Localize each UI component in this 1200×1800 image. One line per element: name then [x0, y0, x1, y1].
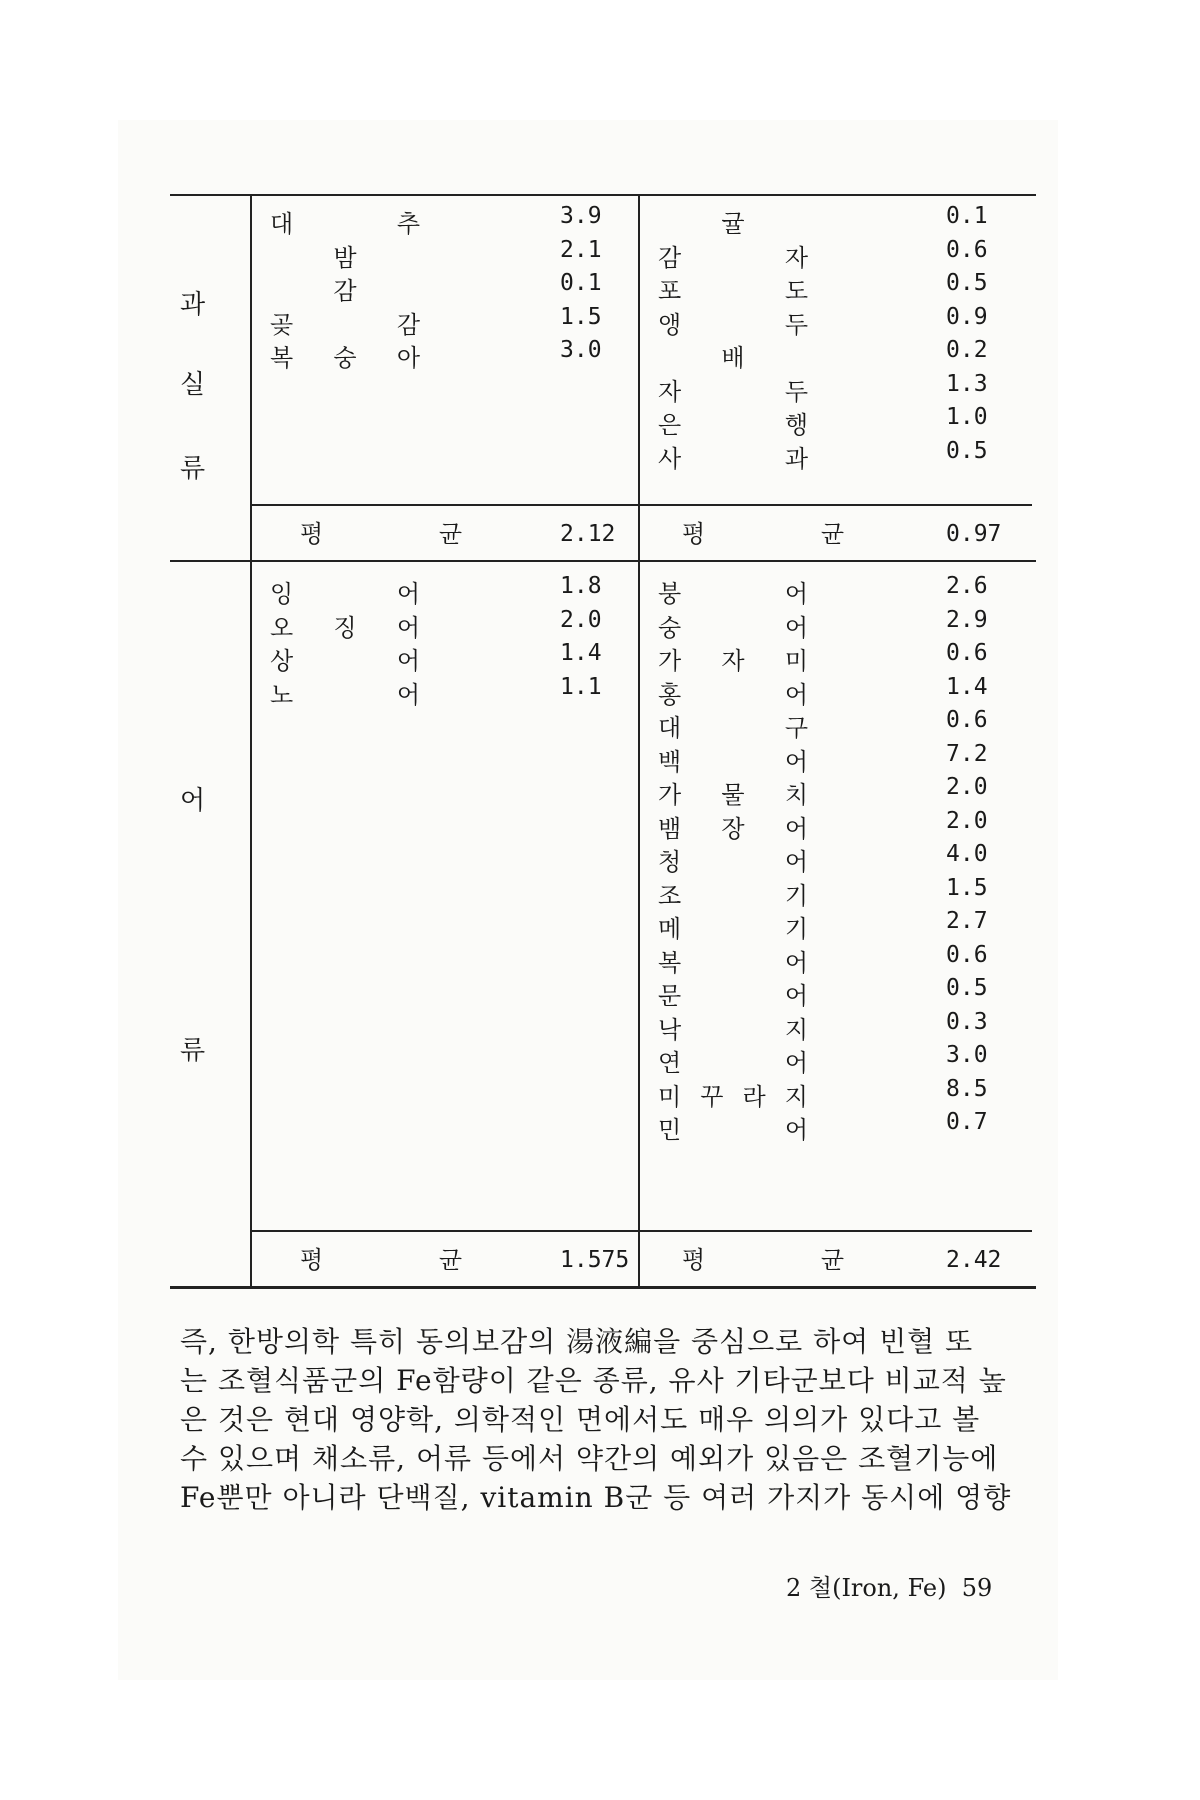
- item-name: [658, 338, 808, 373]
- item-name: [658, 1043, 808, 1078]
- name-char: 백: [658, 747, 682, 776]
- item-name: [270, 574, 420, 609]
- column-divider-2: [638, 562, 640, 1288]
- name-char: 장: [721, 814, 745, 843]
- item-fe-value: 7.2: [946, 740, 988, 767]
- fe-content-table: [172, 194, 1032, 1290]
- group-divider-rule: [170, 560, 1036, 562]
- item-fe-value: 2.1: [560, 236, 602, 263]
- item-name: [658, 809, 808, 844]
- item-fe-value: 1.5: [560, 303, 602, 330]
- name-char: 어: [784, 948, 808, 977]
- item-fe-value: 3.0: [946, 1042, 988, 1068]
- paragraph-line: 수 있으며 채소류, 어류 등에서 약간의 예외가 있음은 조혈기능에: [180, 1442, 999, 1475]
- item-name: [270, 675, 420, 710]
- item-name: [658, 1010, 808, 1045]
- table-top-rule: [170, 194, 1036, 196]
- item-name: [658, 574, 808, 609]
- name-char: 밤: [333, 243, 357, 272]
- item-name: [658, 1110, 808, 1145]
- item-fe-value: 0.6: [946, 707, 988, 733]
- item-name: [658, 708, 808, 743]
- avg-label-group2-right: 평 균: [682, 1246, 898, 1274]
- paragraph-line: 는 조혈식품군의 Fe함량이 같은 종류, 유사 기타군보다 비교적 높: [180, 1364, 1007, 1397]
- item-fe-value: 1.8: [560, 573, 602, 599]
- item-fe-value: 0.7: [946, 1109, 988, 1135]
- name-char: 복: [658, 948, 682, 977]
- avg-value-group1-right: 0.97: [946, 521, 1002, 547]
- item-fe-value: 0.1: [560, 270, 602, 296]
- name-char: 청: [658, 848, 682, 876]
- name-char: 미: [658, 1082, 682, 1111]
- item-name: [658, 439, 808, 474]
- name-char: 홍: [658, 680, 682, 709]
- avg-value-group1-left: 2.12: [560, 521, 616, 547]
- name-char: 앵: [658, 310, 682, 339]
- item-name: [658, 775, 808, 810]
- item-name: [270, 238, 420, 273]
- category-label-fish-1: 어: [180, 786, 206, 816]
- item-fe-value: 1.4: [560, 640, 602, 666]
- name-char: 아: [396, 344, 420, 372]
- name-char: 낙: [658, 1015, 682, 1044]
- name-char: 두: [784, 310, 808, 339]
- item-name: [658, 372, 808, 407]
- name-char: 복: [270, 344, 294, 372]
- name-char: 어: [784, 982, 808, 1010]
- name-char: 숭: [333, 344, 357, 372]
- name-char: 어: [396, 580, 420, 608]
- name-char: 어: [784, 613, 808, 642]
- item-fe-value: 1.5: [946, 874, 988, 901]
- name-char: 기: [784, 915, 808, 943]
- item-fe-value: 0.2: [946, 337, 988, 363]
- item-name: [658, 305, 808, 340]
- item-fe-value: 2.7: [946, 908, 988, 934]
- name-char: 오: [270, 613, 294, 642]
- category-label-fruit-3: 류: [180, 454, 206, 484]
- item-name: [658, 271, 808, 306]
- avg-value-group2-right: 2.42: [946, 1247, 1002, 1273]
- item-fe-value: 1.1: [560, 673, 602, 700]
- item-fe-value: 0.6: [946, 236, 988, 263]
- item-name: [658, 976, 808, 1011]
- name-char: 숭: [658, 613, 682, 642]
- name-char: 뱀: [658, 814, 682, 843]
- item-fe-value: 2.0: [560, 606, 602, 633]
- name-char: 잉: [270, 580, 294, 608]
- item-name: [270, 608, 420, 643]
- name-char: 어: [784, 1116, 808, 1144]
- item-fe-value: 2.0: [946, 807, 988, 834]
- name-char: 미: [784, 647, 808, 675]
- name-char: 과: [784, 444, 808, 473]
- item-fe-value: 3.0: [560, 337, 602, 363]
- item-fe-value: 1.0: [946, 404, 988, 430]
- column-divider-1: [638, 194, 640, 560]
- item-fe-value: 0.3: [946, 1008, 988, 1035]
- name-char: 자: [784, 243, 808, 272]
- paragraph-line: 은 것은 현대 영양학, 의학적인 면에서도 매우 의의가 있다고 볼: [180, 1403, 981, 1436]
- name-char: 가: [658, 647, 682, 675]
- item-fe-value: 0.5: [946, 437, 988, 464]
- item-name: [658, 238, 808, 273]
- avg-label-group1-right: 평 균: [682, 520, 898, 548]
- name-char: 감: [658, 243, 682, 272]
- name-char: 추: [396, 210, 420, 238]
- table-bottom-rule: [170, 1286, 1036, 1289]
- item-name: [658, 842, 808, 877]
- item-name: [658, 742, 808, 777]
- item-fe-value: 0.9: [946, 303, 988, 330]
- name-char: 어: [396, 613, 420, 642]
- name-char: 상: [270, 647, 294, 675]
- item-fe-value: 2.9: [946, 606, 988, 633]
- page-footer: 2 철(Iron, Fe) 59: [786, 1574, 993, 1602]
- category-label-fish-2: 류: [180, 1036, 206, 1066]
- name-char: 붕: [658, 580, 682, 608]
- name-char: 지: [784, 1082, 808, 1111]
- name-char: 물: [721, 781, 745, 809]
- name-char: 어: [784, 580, 808, 608]
- name-char: 두: [784, 377, 808, 406]
- avg-value-group2-left: 1.575: [560, 1247, 630, 1273]
- name-char: 어: [784, 848, 808, 876]
- item-fe-value: 2.6: [946, 573, 988, 599]
- item-fe-value: 0.5: [946, 270, 988, 296]
- paragraph-line: 즉, 한방의학 특히 동의보감의 湯液編을 중심으로 하여 빈혈 또: [180, 1325, 974, 1358]
- name-char: 가: [658, 781, 682, 809]
- name-char: 어: [784, 1049, 808, 1077]
- item-name: [658, 204, 808, 239]
- name-char: 민: [658, 1116, 682, 1144]
- name-char: 대: [270, 210, 294, 238]
- name-char: 행: [784, 411, 808, 439]
- item-fe-value: 0.5: [946, 975, 988, 1001]
- category-label-fruit-1: 과: [180, 290, 206, 320]
- item-fe-value: 4.0: [946, 841, 988, 867]
- name-char: 사: [658, 444, 682, 473]
- category-divider: [250, 194, 252, 1288]
- item-fe-value: 1.3: [946, 370, 988, 397]
- item-name: [658, 641, 808, 676]
- name-char: 곶: [270, 310, 294, 339]
- name-char: 라: [742, 1082, 766, 1111]
- item-name: [658, 1077, 808, 1112]
- name-char: 배: [721, 344, 745, 372]
- body-paragraph: [180, 1322, 1040, 1517]
- name-char: 어: [396, 680, 420, 709]
- name-char: 구: [784, 714, 808, 742]
- name-char: 꾸: [700, 1082, 724, 1111]
- item-fe-value: 0.6: [946, 941, 988, 968]
- item-name: [270, 204, 420, 239]
- item-name: [658, 876, 808, 911]
- item-name: [658, 405, 808, 440]
- name-char: 어: [784, 814, 808, 843]
- name-char: 은: [658, 411, 682, 439]
- name-char: 대: [658, 714, 682, 742]
- item-fe-value: 1.4: [946, 673, 988, 700]
- name-char: 자: [658, 377, 682, 406]
- name-char: 기: [784, 881, 808, 910]
- item-name: [658, 608, 808, 643]
- item-fe-value: 2.0: [946, 774, 988, 800]
- name-char: 어: [396, 647, 420, 675]
- name-char: 문: [658, 982, 682, 1010]
- name-char: 어: [784, 747, 808, 776]
- group2-average-rule: [250, 1230, 1032, 1232]
- item-name: [270, 271, 420, 306]
- item-fe-value: 0.1: [946, 203, 988, 229]
- item-name: [270, 641, 420, 676]
- name-char: 메: [658, 915, 682, 943]
- name-char: 어: [784, 680, 808, 709]
- avg-label-group1-left: 평 균: [300, 520, 516, 548]
- item-fe-value: 0.6: [946, 640, 988, 666]
- name-char: 도: [784, 277, 808, 305]
- name-char: 조: [658, 881, 682, 910]
- group1-average-rule: [250, 504, 1032, 506]
- name-char: 자: [721, 647, 745, 675]
- category-label-fruit-2: 실: [180, 370, 206, 400]
- name-char: 포: [658, 277, 682, 305]
- paragraph-line: Fe뿐만 아니라 단백질, vitamin B군 등 여러 가지가 동시에 영향: [180, 1481, 1012, 1514]
- item-fe-value: 8.5: [946, 1075, 988, 1102]
- name-char: 감: [396, 310, 420, 339]
- item-name: [658, 909, 808, 944]
- item-fe-value: 3.9: [560, 203, 602, 229]
- name-char: 지: [784, 1015, 808, 1044]
- avg-label-group2-left: 평 균: [300, 1246, 516, 1274]
- name-char: 노: [270, 680, 294, 709]
- name-char: 귤: [721, 210, 745, 238]
- name-char: 징: [333, 613, 357, 642]
- item-name: [658, 943, 808, 978]
- item-name: [270, 305, 420, 340]
- name-char: 연: [658, 1049, 682, 1077]
- item-name: [658, 675, 808, 710]
- name-char: 치: [784, 781, 808, 809]
- item-name: [270, 338, 420, 373]
- name-char: 감: [333, 277, 357, 305]
